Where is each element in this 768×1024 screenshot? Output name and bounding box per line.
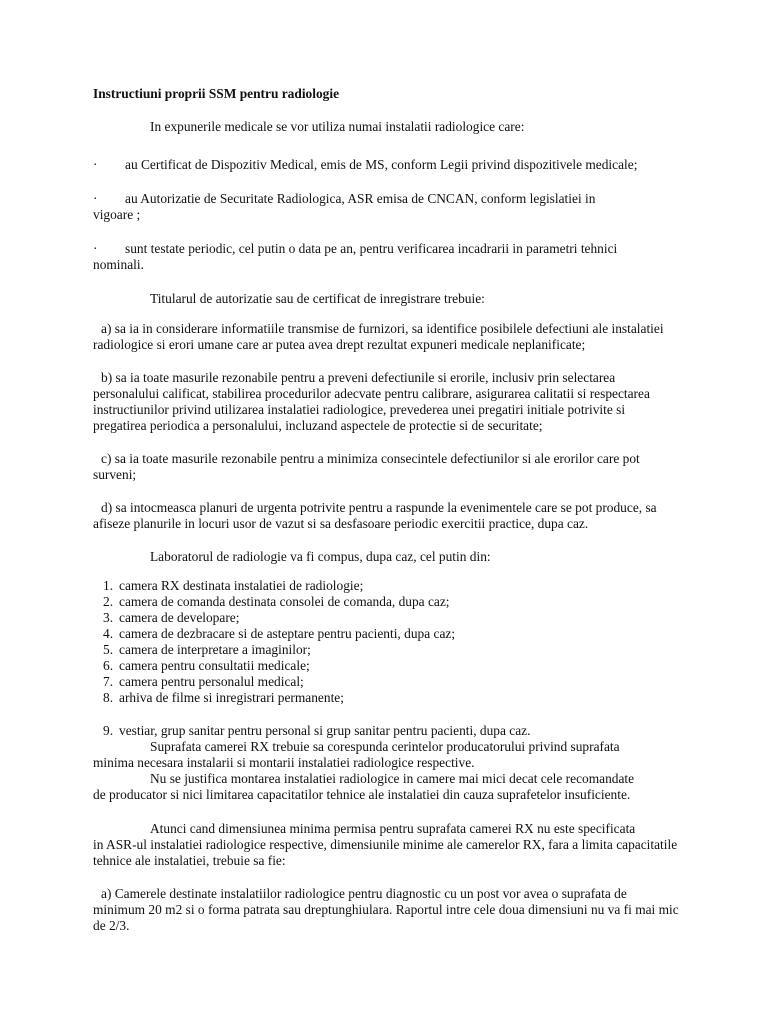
bullet-item-2 [93,191,681,223]
list-item-number: 3. [103,610,114,625]
obligation-b: b) sa ia toate masurile rezonabile pentru a preveni defectiunile si erorile, inclusiv prin selectarea personalului calificat, stabilirea procedurilor adecvate pentru calibrare, asigurarea calitatii si respectarea instructiunilor privind utilizarea instalatiei radiologice, prevederea unei pregatiri initiale potrivite si pregatirea periodica a personalului, incluzand aspectele de protectie si de securitate; [93,370,650,433]
list-item-number: 1. [103,578,114,593]
document-page [93,86,681,934]
list-item [93,610,681,626]
suprafata-line-1: Suprafata camerei RX trebuie sa corespunda cerintelor producatorului privind suprafata [150,739,620,754]
list-item-number: 5. [103,642,114,657]
bullet-dot-icon: · [93,191,98,206]
bullet-dot-icon: · [93,241,98,256]
atunci-line-2: in ASR-ul instalatiei radiologice respective, dimensiunile minime ale camerelor RX, fara a limita capacitatile tehnice ale instalatiei, trebuie sa fie: [93,837,678,868]
list-item [93,626,681,642]
bullet-text: au Autorizatie de Securitate Radiologica, ASR emisa de CNCAN, conform legislatiei in [125,191,596,206]
list-item-text: camera de dezbracare si de asteptare pentru pacienti, dupa caz; [119,626,456,641]
lab-heading: Laboratorul de radiologie va fi compus, dupa caz, cel putin din: [150,549,491,564]
list-item [93,674,681,690]
suprafata-line-2: minima necesara instalarii si montarii instalatiei radiologice respective. [93,755,475,770]
list-item-number: 2. [103,594,114,609]
nu-line-2: de producator si nici limitarea capacitatilor tehnice ale instalatiei din cauza suprafetelor insuficiente. [93,787,631,802]
bullet-text: au Certificat de Dispozitiv Medical, emis de MS, conform Legii privind dispozitivele medicale; [125,157,638,172]
list-item-text: camera pentru consultatii medicale; [119,658,310,673]
list-item-text: vestiar, grup sanitar pentru personal si grup sanitar pentru pacienti, dupa caz. [119,723,531,738]
list-item-text: camera de interpretare a imaginilor; [119,642,311,657]
obligation-a: a) sa ia in considerare informatiile transmise de furnizori, sa identifice posibilele defectiuni ale instalatiei radiologice si erori umane care ar putea avea drept rezultat expuneri medicale neplanificate; [93,321,664,352]
atunci-line-1: Atunci cand dimensiunea minima permisa pentru suprafata camerei RX nu este specificata [150,821,636,836]
intro-paragraph: In expunerile medicale se vor utiliza numai instalatii radiologice care: [150,119,525,134]
titular-heading: Titularul de autorizatie sau de certificat de inregistrare trebuie: [150,291,485,306]
list-item [93,690,681,706]
list-item-number: 7. [103,674,114,689]
obligation-d: d) sa intocmeasca planuri de urgenta potrivite pentru a raspunde la evenimentele care se pot produce, sa afiseze planurile in locuri usor de vazut si sa desfasoare periodic exercitii practice, dupa caz. [93,500,657,531]
document-title: Instructiuni proprii SSM pentru radiologie [93,86,340,101]
bullet-dot-icon: · [93,157,98,172]
list-item-text: arhiva de filme si inregistrari permanente; [119,690,344,705]
list-item-text: camera de developare; [119,610,240,625]
bullet-text-continuation: nominali. [93,257,144,272]
list-item [93,578,681,594]
list-item-number: 8. [103,690,114,705]
bullet-item-3 [93,241,681,273]
list-item-number: 4. [103,626,114,641]
list-item-text: camera de comanda destinata consolei de comanda, dupa caz; [119,594,450,609]
lab-items-list [93,578,681,706]
bullet-item-1 [93,157,681,173]
list-item-number: 9. [103,723,114,738]
list-item-text: camera RX destinata instalatiei de radiologie; [119,578,364,593]
list-item [93,642,681,658]
nu-line-1: Nu se justifica montarea instalatiei radiologice in camere mai mici decat cele recomandate [150,771,635,786]
list-item [93,658,681,674]
bullet-text-continuation: vigoare ; [93,207,141,222]
list-item [93,594,681,610]
list-item-number: 6. [103,658,114,673]
obligation-c: c) sa ia toate masurile rezonabile pentru a minimiza consecintele defectiunilor si ale erorilor care pot surveni; [93,451,640,482]
list-item [93,723,681,739]
bullet-text: sunt testate periodic, cel putin o data pe an, pentru verificarea incadrarii in parametri tehnici [125,241,618,256]
camere-a-paragraph: a) Camerele destinate instalatiilor radiologice pentru diagnostic cu un post vor avea o suprafata de minimum 20 m2 si o forma patrata sau dreptunghiulara. Raportul intre cele doua dimensiuni nu va fi mai mic de 2/3. [93,886,679,933]
lab-items-list-continued [93,723,681,739]
list-item-text: camera pentru personalul medical; [119,674,304,689]
bullet-list [93,157,681,273]
